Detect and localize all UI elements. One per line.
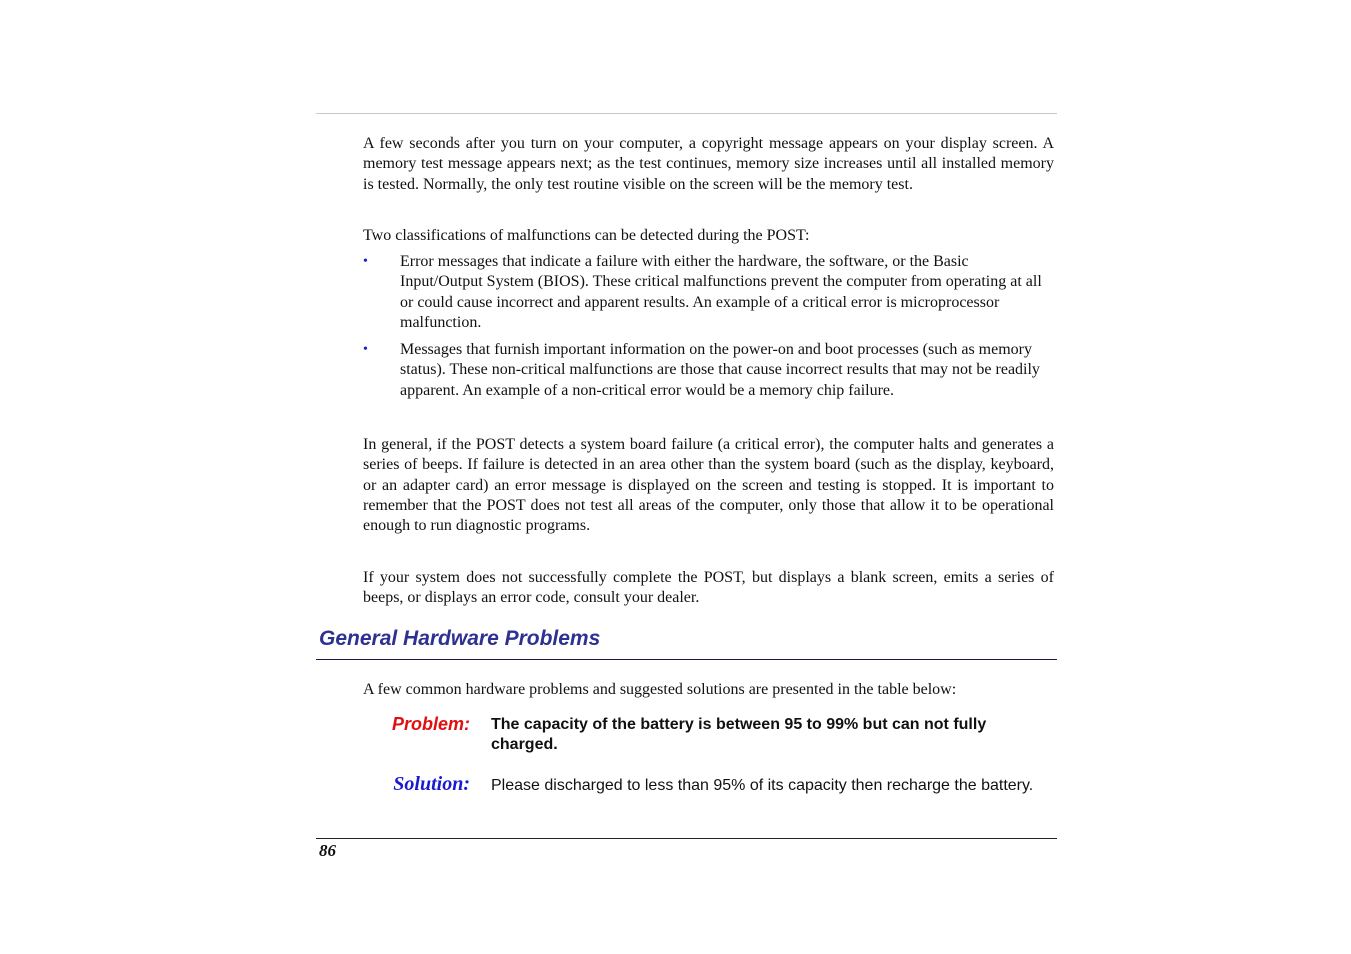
solution-label: Solution:	[393, 773, 470, 795]
top-rule	[316, 113, 1057, 114]
list-item-text: Messages that furnish important information on the power-on and boot processes (such as memory status). These non-critical malfunctions are those that cause incorrect results that may not be readily apparent. An example of a non-critical error would be a memory chip failure.	[400, 341, 1040, 399]
paragraph-classifications: Two classifications of malfunctions can be detected during the POST:	[363, 227, 810, 244]
bullet-icon: •	[363, 342, 368, 358]
malfunction-list	[363, 252, 1054, 408]
heading-rule	[316, 659, 1057, 660]
problem-text: The capacity of the battery is between 95 to 99% but can not fully charged.	[491, 716, 987, 754]
problem-label: Problem:	[391, 714, 470, 734]
page-number: 86	[319, 841, 336, 860]
list-item-text: Error messages that indicate a failure with either the hardware, the software, or the Basic Input/Output System (BIOS). These critical malfunctions prevent the computer from operating at all or could cause incorrect and apparent results. An example of a critical error is microprocessor malfunction.	[400, 253, 1042, 331]
solution-text: Please discharged to less than 95% of its capacity then recharge the battery.	[491, 777, 1034, 794]
section-heading: General Hardware Problems	[319, 627, 601, 650]
paragraph-post-failure: In general, if the POST detects a system board failure (a critical error), the computer halts and generates a series of beeps. If failure is detected in an area other than the system board (such as the display, keyboard, or an adapter card) an error message is displayed on the screen and testing is stopped. It is important to remember that the POST does not test all areas of the computer, only those that allow it to be operational enough to run diagnostic programs.	[363, 436, 1054, 535]
list-item	[363, 340, 1054, 401]
paragraph-post-overview: A few seconds after you turn on your computer, a copyright message appears on your display screen. A memory test message appears next; as the test continues, memory size increases until all installed memory is tested. Normally, the only test routine visible on the screen will be the memory test.	[363, 135, 1054, 193]
list-item	[363, 252, 1054, 333]
paragraph-consult-dealer: If your system does not successfully complete the POST, but displays a blank screen, emits a series of beeps, or displays an error code, consult your dealer.	[363, 569, 1054, 607]
section-intro: A few common hardware problems and suggested solutions are presented in the table below:	[363, 681, 957, 698]
bottom-rule	[316, 838, 1057, 839]
bullet-icon: •	[363, 254, 368, 269]
